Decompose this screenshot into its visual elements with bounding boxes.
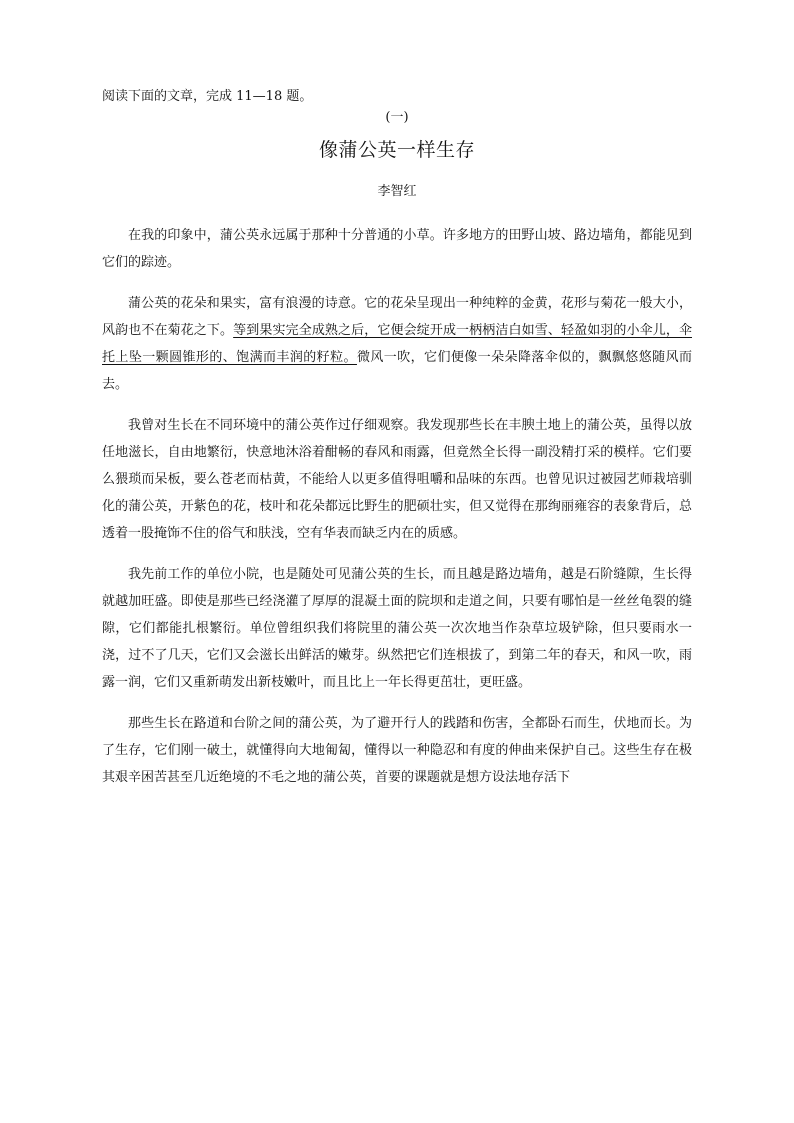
article-body	[102, 222, 692, 805]
article-author: 李智红	[377, 184, 417, 199]
paragraph-2-lead: 蒲公英的花朵和果实，富有浪漫的诗意。它的花朵呈现出一种纯粹的金黄，花形与菊花一般大小，风韵也不在菊花之下。	[102, 296, 692, 338]
article-title: 像蒲公英一样生存	[318, 139, 475, 161]
paragraph-2	[102, 290, 692, 398]
paragraph-2-tail: 微风一吹，它们便像一朵朵降落伞似的，飘飘悠悠随风而去。	[102, 350, 692, 392]
underlined-sentence: 等到果实完全成熟之后，它便会绽开成一柄柄洁白如雪、轻盈如羽的小伞儿，伞托上坠一颗圆锥形的、饱满而丰润的籽粒。	[102, 323, 692, 365]
paragraph-5: 那些生长在路道和台阶之间的蒲公英，为了避开行人的践踏和伤害，全都卧石而生，伏地而长。为了生存，它们刚一破土，就懂得向大地匍匐，懂得以一种隐忍和有度的伸曲来保护自己。这些生存在极其艰辛困苦甚至几近绝境的不毛之地的蒲公英，首要的课题就是想方设法地存活下	[102, 716, 692, 785]
paragraph-4: 我先前工作的单位小院，也是随处可见蒲公英的生长，而且越是路边墙角，越是石阶缝隙，生长得就越加旺盛。即使是那些已经浇灌了厚厚的混凝土面的院坝和走道之间，只要有哪怕是一丝丝龟裂的缝隙，它们都能扎根繁衍。单位曾组织我们将院里的蒲公英一次次地当作杂草垃圾铲除，但只要雨水一浇，过不了几天，它们又会滋长出鲜活的嫩芽。纵然把它们连根拔了，到第二年的春天，和风一吹，雨露一润，它们又重新萌发出新枝嫩叶，而且比上一年长得更茁壮，更旺盛。	[102, 567, 692, 690]
reading-instruction: 阅读下面的文章，完成 11—18 题。	[102, 89, 313, 104]
paragraph-3: 我曾对生长在不同环境中的蒲公英作过仔细观察。我发现那些长在丰腴土地上的蒲公英，虽得以放任地滋长，自由地繁衍，快意地沐浴着酣畅的春风和雨露，但竟然全长得一副没精打采的模样。它们要么猥琐而呆板，要么苍老而枯黄，不能给人以更多值得咀嚼和品味的东西。也曾见识过被园艺师栽培驯化的蒲公英，开紫色的花，枝叶和花朵都远比野生的肥硕壮实，但又觉得在那绚丽雍容的表象背后，总透着一股掩饰不住的俗气和肤浅，空有华表而缺乏内在的质感。	[102, 418, 692, 541]
paragraph-1: 在我的印象中，蒲公英永远属于那种十分普通的小草。许多地方的田野山坡、路边墙角，都能见到它们的踪迹。	[102, 228, 692, 270]
section-number: (一)	[385, 110, 409, 125]
